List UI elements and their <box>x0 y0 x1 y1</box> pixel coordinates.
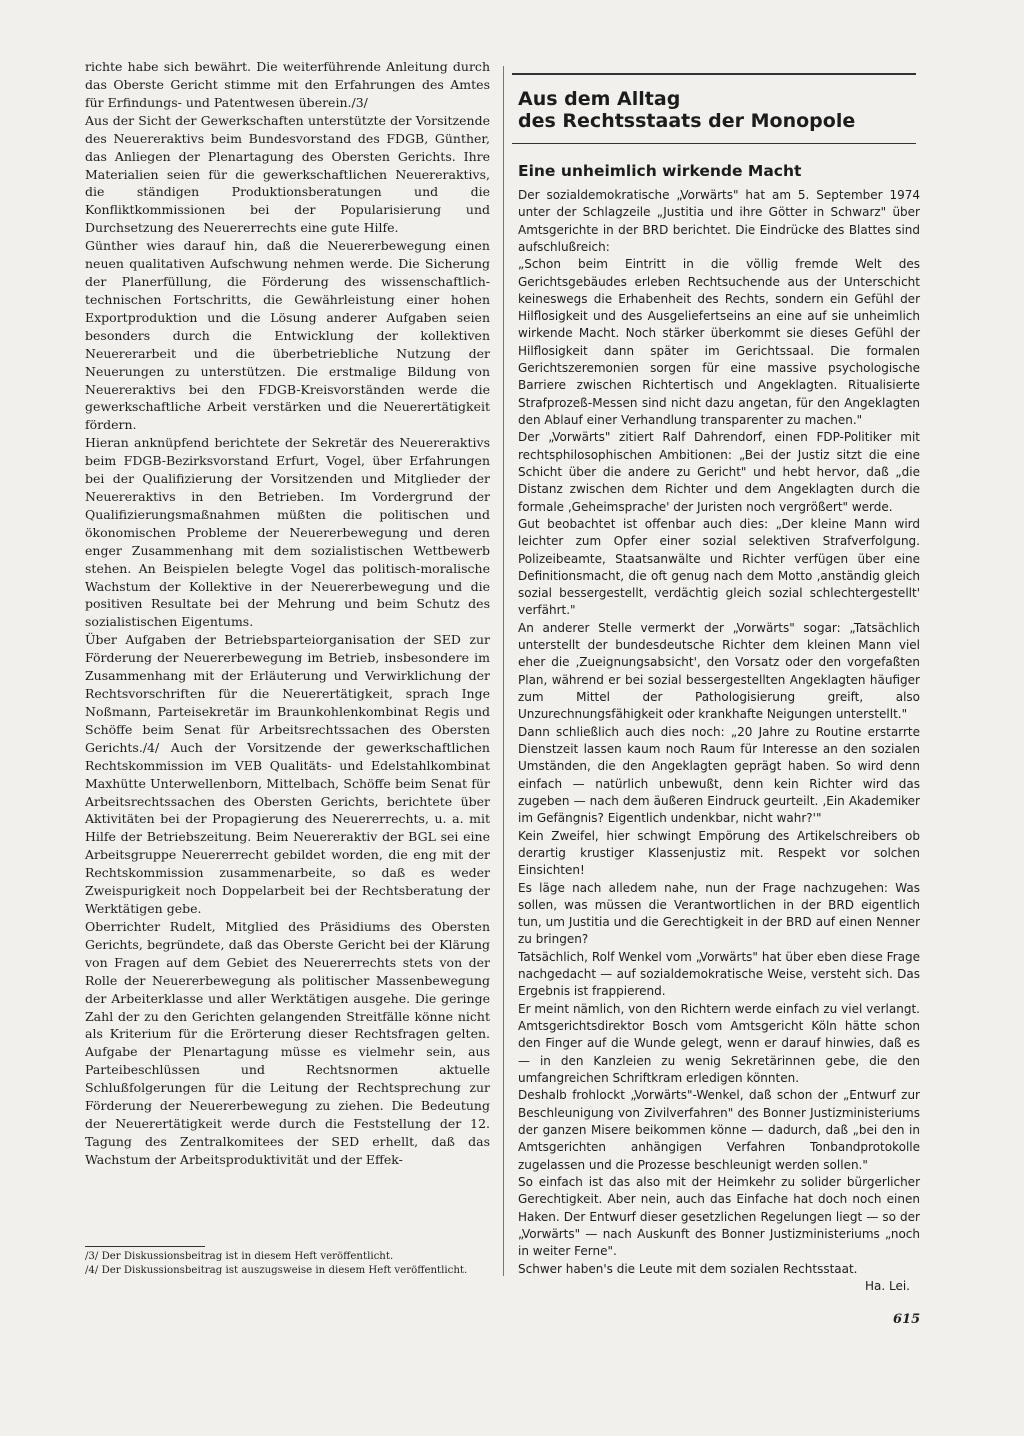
left-paragraph-6: Oberrichter Rudelt, Mitglied des Präsidiums des Obersten Gerichts, begründete, daß das Oberste Gericht bei der Klärung von Fragen auf dem Gebiet des Neuererrechts stets von der Rolle der Neuererbewegung als politischer Massenbewegung der Arbeiterklasse und aller Werktätigen ausgehe. Die geringe Zahl der zu den Gerichten gelangenden Streitfälle könne nicht als Kriterium für die Erörterung dieser Rechtsfragen gelten. Aufgabe der Plenartagung müsse es vielmehr sein, aus Parteibeschlüssen und Rechtsnormen aktuelle Schlußfolgerungen für die Leitung der Rechtsprechung zur Förderung der Neuererbewegung zu ziehen. Die Bedeutung der Neuerertätigkeit werde durch die Feststellung der 12. Tagung des Zentralkomitees der SED erhellt, daß das Wachstum der Arbeitsproduktivität und der Effek- <box>85 918 490 1167</box>
right-paragraph-13: Schwer haben's die Leute mit dem sozialen Rechtsstaat. <box>518 1261 858 1276</box>
right-paragraph-2: „Schon beim Eintritt in die völlig fremde Welt des Gerichtsgebäudes erleben Rechtsuchende aus der Unterschicht keineswegs die Erhabenheit des Rechts, sondern ein Gefühl der Hilflosigkeit und des Ausgeliefertseins an eine auf sie unheimlich wirkende Macht. Noch stärker überkommt sie dieses Gefühl der Hilflosigkeit dann später im Gerichtssaal. Die formalen Gerichtszeremonien sorgen für eine massive psychologische Barriere zwischen Richtertisch und Angeklagten. Ritualisierte Strafprozeß-Messen sind nicht dazu angetan, für den Angeklagten den Ablauf einer Verhandlung transparenter zu machen." <box>518 257 920 427</box>
column-divider <box>503 66 504 1276</box>
right-paragraph-7: Kein Zweifel, hier schwingt Empörung des Artikelschreibers ob derartig krustiger Klassenjustiz mit. Respekt vor solchen Einsichten! <box>518 828 920 878</box>
section-title-line-1: Aus dem Alltag <box>518 88 681 110</box>
section-title <box>518 88 916 132</box>
left-paragraph-3: Günther wies darauf hin, daß die Neuererbewegung einen neuen qualitativen Aufschwung nehmen werde. Die Sicherung der Planerfüllung, die Förderung des wissenschaftlich-technischen Fortschritts, die Gewährleistung einer hohen Exportproduktion und die Lösung anderer Aufgaben seien besonders durch die Entwicklung der kollektiven Neuererarbeit und die überbetriebliche Nutzung der Neuerungen zu unterstützen. Die erstmalige Bildung von Neuereraktivs bei den FDGB-Kreisvorständen werde die gewerkschaftliche Arbeit verstärken und die Neuerertätigkeit fördern. <box>85 238 490 433</box>
author-signature: Ha. Lei. <box>864 1278 910 1293</box>
right-paragraph-1: Der sozialdemokratische „Vorwärts" hat am 5. September 1974 unter der Schlagzeile „Justitia und ihre Götter in Schwarz" über Amtsgerichte in der BRD berichtet. Die Eindrücke des Blattes sind aufschlußreich: <box>518 188 920 254</box>
right-paragraph-11: Deshalb frohlockt „Vorwärts"-Wenkel, daß schon der „Entwurf zur Beschleunigung von Zivilverfahren" des Bonner Justizministeriums der ganzen Misere beikommen könne — dadurch, daß „bei den in Amtsgerichten anhängigen Verfahren Tonbandprotokolle zugelassen und die Prozesse beschleunigt werden sollen." <box>518 1088 920 1172</box>
footnotes <box>85 1250 490 1278</box>
left-paragraph-2: Aus der Sicht der Gewerkschaften unterstützte der Vorsitzende des Neuereraktivs beim Bundesvorstand des FDGB, Günther, das Anliegen der Plenartagung des Obersten Gerichts. Ihre Materialien seien für die gewerkschaftlichen Neuereraktivs, die ständigen Produktionsberatungen und die Konfliktkommissionen bei der Popularisierung und Durchsetzung des Neuererrechts eine gute Hilfe. <box>85 112 490 236</box>
left-column <box>85 58 490 1169</box>
section-bottom-rule <box>512 143 916 144</box>
footnote-divider <box>85 1246 205 1247</box>
left-paragraph-4: Hieran anknüpfend berichtete der Sekretär des Neuereraktivs beim FDGB-Bezirksvorstand Erfurt, Vogel, über Erfahrungen bei der Qualifizierung der Vorsitzenden und Mitglieder der Neuereraktivs in den Betrieben. Im Vordergrund der Qualifizierungsmaßnahmen müßten die politischen und ökonomischen Probleme der Neuererbewegung und deren enger Zusammenhang mit dem sozialistischen Wettbewerb stehen. An Beispielen belegte Vogel das politisch-moralische Wachstum der Kollektive in der Neuererbewegung und die positiven Resultate bei der Mehrung und beim Schutz des sozialistischen Eigentums. <box>85 435 490 630</box>
right-paragraph-6: Dann schließlich auch dies noch: „20 Jahre zu Routine erstarrte Dienstzeit lassen kaum noch Raum für Interesse an den sozialen Umständen, die den Angeklagten geprägt haben. So wird denn einfach — natürlich unbewußt, denn kein Richter wird das zugeben — nach dem äußeren Eindruck geurteilt. ‚Ein Akademiker im Gefängnis? Eigentlich undenkbar, nicht wahr?'" <box>518 724 920 826</box>
left-paragraph-5: Über Aufgaben der Betriebsparteiorganisation der SED zur Förderung der Neuererbewegung im Betrieb, insbesondere im Zusammenhang mit der Erläuterung und Verwirklichung der Rechtsvorschriften für die Neuerertätigkeit, sprach Inge Noßmann, Parteisekretär im Braunkohlenkombinat Regis und Schöffe beim Senat für Arbeitsrechtssachen des Obersten Gerichts./4/ Auch der Vorsitzende der gewerkschaftlichen Rechtskommission im VEB Qualitäts- und Edelstahlkombinat Maxhütte Unterwellenborn, Mittelbach, Schöffe beim Senat für Arbeitsrechtssachen des Obersten Gerichts, berichtete über Aktivitäten bei der Propagierung des Neuererrechts, u. a. mit Hilfe der Betriebszeitung. Beim Neuereraktiv der BGL sei eine Arbeitsgruppe Neuererrecht gebildet worden, die eng mit der Rechtskommission zusammenarbeite, so daß es weder Zweispurigkeit noch Doppelarbeit bei der Rechtsberatung der Werktätigen gebe. <box>85 632 490 916</box>
left-paragraph-1: richte habe sich bewährt. Die weiterführende Anleitung durch das Oberste Gericht stimme mit den Erfahrungen des Amtes für Erfindungs- und Patentwesen überein./3/ <box>85 59 490 110</box>
right-paragraph-9: Tatsächlich, Rolf Wenkel vom „Vorwärts" hat über eben diese Frage nachgedacht — auf sozialdemokratische Weise, versteht sich. Das Ergebnis ist frappierend. <box>518 949 920 999</box>
footnote-4: /4/ Der Diskussionsbeitrag ist auszugsweise in diesem Heft veröffentlicht. <box>85 1265 468 1276</box>
section-title-line-2: des Rechtsstaats der Monopole <box>518 110 856 132</box>
section-top-rule <box>512 73 916 75</box>
right-paragraph-12: So einfach ist das also mit der Heimkehr zu solider bürgerlicher Gerechtigkeit. Aber nein, auch das Einfache hat doch noch einen Haken. Der Entwurf dieser gesetzlichen Regelungen liegt — so der „Vorwärts" — nach Auskunft des Bonner Justizministeriums „noch in weiter Ferne". <box>518 1174 920 1259</box>
right-column <box>518 187 920 1295</box>
right-paragraph-5: An anderer Stelle vermerkt der „Vorwärts" sogar: „Tatsächlich unterstellt der bundesdeutsche Richter dem kleinen Mann viel eher die ‚Zueignungsabsicht', den Vorsatz oder den vorgefaßten Plan, während er bei sozial bessergestellten Angeklagten häufiger zum Mittel der Pathologisierung greift, also Unzurechnungsfähigkeit oder krankhafte Neigungen unterstellt." <box>518 620 920 722</box>
footnote-3: /3/ Der Diskussionsbeitrag ist in diesem Heft veröffentlicht. <box>85 1251 394 1262</box>
article-title: Eine unheimlich wirkende Macht <box>518 162 802 180</box>
right-paragraph-4: Gut beobachtet ist offenbar auch dies: „Der kleine Mann wird leichter zum Opfer einer sozial selektiven Strafverfolgung. Polizeibeamte, Staatsanwälte und Richter verfügen über eine Definitionsmacht, die oft genug nach dem Motto ‚anständig gleich sozial bessergestellt, verdächtig gleich sozial schlechtergestellt' verfährt." <box>518 516 920 618</box>
right-paragraph-8: Es läge nach alledem nahe, nun der Frage nachzugehen: Was sollen, was müssen die Verantwortlichen in der BRD eigentlich tun, um Justitia und die Gerechtigkeit in der BRD auf einen Nenner zu bringen? <box>518 880 920 947</box>
right-paragraph-10: Er meint nämlich, von den Richtern werde einfach zu viel verlangt. Amtsgerichtsdirektor Bosch vom Amtsgericht Köln hätte schon den Finger auf die Wunde gelegt, wenn er darauf hinwies, daß es — in den Kanzleien zu wenig Sekretärinnen gebe, die den umfangreichen Schriftkram erledigen könnten. <box>518 1001 920 1085</box>
page-number: 615 <box>893 1312 921 1327</box>
right-paragraph-3: Der „Vorwärts" zitiert Ralf Dahrendorf, einen FDP-Politiker mit rechtsphilosophischen Ambitionen: „Bei der Justiz sitzt die eine Schicht über die andere zu Gericht" und hebt hervor, daß „die Distanz zwischen dem Richter und dem Angeklagten durch die formale ‚Geheimsprache' der Juristen noch vergrößert" werde. <box>518 430 920 514</box>
